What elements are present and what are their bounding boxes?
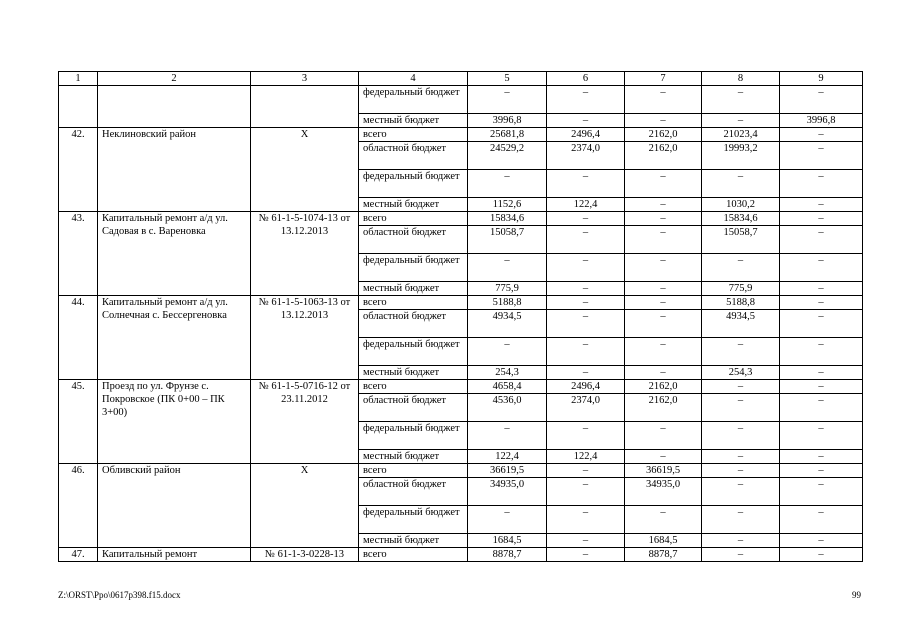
- value-cell: –: [780, 310, 863, 338]
- value-cell: –: [780, 366, 863, 380]
- budget-category: местный бюджет: [359, 114, 468, 128]
- value-cell: –: [780, 296, 863, 310]
- value-cell: 254,3: [702, 366, 780, 380]
- value-cell: –: [780, 422, 863, 450]
- value-cell: –: [780, 198, 863, 212]
- value-cell: –: [547, 296, 625, 310]
- budget-category: федеральный бюджет: [359, 254, 468, 282]
- item-number: [59, 86, 98, 128]
- value-cell: –: [625, 170, 702, 198]
- value-cell: –: [702, 338, 780, 366]
- value-cell: –: [780, 86, 863, 114]
- value-cell: –: [547, 506, 625, 534]
- value-cell: 122,4: [547, 198, 625, 212]
- item-number: 45.: [59, 380, 98, 464]
- table-row: [59, 212, 863, 226]
- value-cell: 15058,7: [468, 226, 547, 254]
- value-cell: –: [547, 478, 625, 506]
- value-cell: –: [468, 422, 547, 450]
- item-number: 44.: [59, 296, 98, 380]
- budget-category: федеральный бюджет: [359, 170, 468, 198]
- value-cell: –: [780, 338, 863, 366]
- table-row: [59, 548, 863, 562]
- value-cell: 5188,8: [702, 296, 780, 310]
- value-cell: –: [702, 170, 780, 198]
- value-cell: –: [468, 170, 547, 198]
- budget-category: федеральный бюджет: [359, 338, 468, 366]
- value-cell: 2162,0: [625, 142, 702, 170]
- value-cell: –: [780, 226, 863, 254]
- value-cell: 2496,4: [547, 380, 625, 394]
- table-header-row: [59, 72, 863, 86]
- column-header: 2: [98, 72, 251, 86]
- value-cell: –: [780, 478, 863, 506]
- budget-category: местный бюджет: [359, 282, 468, 296]
- value-cell: –: [702, 422, 780, 450]
- value-cell: –: [547, 226, 625, 254]
- budget-category: областной бюджет: [359, 394, 468, 422]
- budget-category: федеральный бюджет: [359, 506, 468, 534]
- item-name: Капитальный ремонт а/д ул. Солнечная с. Бессергеновка: [98, 296, 251, 380]
- value-cell: –: [702, 464, 780, 478]
- value-cell: 19993,2: [702, 142, 780, 170]
- item-name: Капитальный ремонт а/д ул. Садовая в с. Вареновка: [98, 212, 251, 296]
- value-cell: 21023,4: [702, 128, 780, 142]
- value-cell: –: [780, 548, 863, 562]
- value-cell: 254,3: [468, 366, 547, 380]
- value-cell: –: [625, 450, 702, 464]
- value-cell: –: [468, 338, 547, 366]
- table-row: [59, 464, 863, 478]
- value-cell: –: [702, 478, 780, 506]
- value-cell: –: [702, 394, 780, 422]
- value-cell: –: [780, 506, 863, 534]
- item-number: 42.: [59, 128, 98, 212]
- value-cell: –: [547, 170, 625, 198]
- column-header: 7: [625, 72, 702, 86]
- value-cell: –: [780, 450, 863, 464]
- value-cell: 25681,8: [468, 128, 547, 142]
- value-cell: –: [625, 422, 702, 450]
- item-document: № 61-1-5-1074-13 от 13.12.2013: [251, 212, 359, 296]
- table-row: [59, 380, 863, 394]
- value-cell: –: [547, 422, 625, 450]
- value-cell: –: [625, 282, 702, 296]
- value-cell: 8878,7: [625, 548, 702, 562]
- value-cell: –: [547, 338, 625, 366]
- item-number: 43.: [59, 212, 98, 296]
- value-cell: –: [547, 114, 625, 128]
- column-header: 6: [547, 72, 625, 86]
- column-header: 8: [702, 72, 780, 86]
- value-cell: 2162,0: [625, 394, 702, 422]
- value-cell: 4934,5: [468, 310, 547, 338]
- value-cell: –: [547, 310, 625, 338]
- value-cell: –: [468, 506, 547, 534]
- item-name: Капитальный ремонт: [98, 548, 251, 562]
- budget-category: местный бюджет: [359, 198, 468, 212]
- value-cell: –: [702, 450, 780, 464]
- value-cell: –: [702, 254, 780, 282]
- item-name: Обливский район: [98, 464, 251, 548]
- value-cell: –: [625, 296, 702, 310]
- budget-category: местный бюджет: [359, 366, 468, 380]
- value-cell: –: [780, 380, 863, 394]
- value-cell: –: [702, 380, 780, 394]
- value-cell: 775,9: [702, 282, 780, 296]
- budget-category: всего: [359, 296, 468, 310]
- value-cell: 4658,4: [468, 380, 547, 394]
- value-cell: –: [625, 366, 702, 380]
- value-cell: –: [702, 534, 780, 548]
- value-cell: –: [780, 170, 863, 198]
- value-cell: –: [547, 254, 625, 282]
- value-cell: –: [780, 254, 863, 282]
- item-number: 47.: [59, 548, 98, 562]
- page-number: 99: [852, 590, 861, 600]
- value-cell: –: [625, 114, 702, 128]
- table-row: [59, 296, 863, 310]
- value-cell: –: [625, 310, 702, 338]
- value-cell: –: [625, 86, 702, 114]
- value-cell: 2496,4: [547, 128, 625, 142]
- item-document: [251, 86, 359, 128]
- value-cell: 2162,0: [625, 380, 702, 394]
- item-document: № 61-1-5-0716-12 от 23.11.2012: [251, 380, 359, 464]
- value-cell: –: [780, 128, 863, 142]
- value-cell: 15834,6: [468, 212, 547, 226]
- value-cell: 34935,0: [625, 478, 702, 506]
- value-cell: –: [547, 86, 625, 114]
- value-cell: 1684,5: [625, 534, 702, 548]
- value-cell: 15058,7: [702, 226, 780, 254]
- budget-category: всего: [359, 464, 468, 478]
- value-cell: 122,4: [468, 450, 547, 464]
- value-cell: 2162,0: [625, 128, 702, 142]
- value-cell: –: [547, 212, 625, 226]
- budget-category: всего: [359, 128, 468, 142]
- value-cell: –: [780, 394, 863, 422]
- value-cell: –: [702, 548, 780, 562]
- value-cell: –: [780, 282, 863, 296]
- value-cell: –: [547, 282, 625, 296]
- value-cell: 8878,7: [468, 548, 547, 562]
- value-cell: –: [468, 86, 547, 114]
- budget-category: местный бюджет: [359, 534, 468, 548]
- value-cell: 36619,5: [625, 464, 702, 478]
- value-cell: 2374,0: [547, 142, 625, 170]
- value-cell: –: [547, 534, 625, 548]
- item-document: Х: [251, 128, 359, 212]
- value-cell: –: [780, 212, 863, 226]
- value-cell: –: [780, 534, 863, 548]
- budget-category: областной бюджет: [359, 142, 468, 170]
- budget-category: областной бюджет: [359, 310, 468, 338]
- value-cell: 24529,2: [468, 142, 547, 170]
- value-cell: –: [702, 506, 780, 534]
- column-header: 4: [359, 72, 468, 86]
- budget-category: областной бюджет: [359, 226, 468, 254]
- value-cell: –: [702, 86, 780, 114]
- item-document: Х: [251, 464, 359, 548]
- budget-category: областной бюджет: [359, 478, 468, 506]
- value-cell: 34935,0: [468, 478, 547, 506]
- value-cell: 775,9: [468, 282, 547, 296]
- value-cell: 5188,8: [468, 296, 547, 310]
- value-cell: –: [780, 464, 863, 478]
- budget-category: всего: [359, 548, 468, 562]
- value-cell: –: [547, 548, 625, 562]
- value-cell: 1030,2: [702, 198, 780, 212]
- value-cell: 1152,6: [468, 198, 547, 212]
- budget-category: федеральный бюджет: [359, 86, 468, 114]
- column-header: 1: [59, 72, 98, 86]
- item-document: № 61-1-5-1063-13 от 13.12.2013: [251, 296, 359, 380]
- column-header: 5: [468, 72, 547, 86]
- value-cell: –: [625, 226, 702, 254]
- value-cell: 1684,5: [468, 534, 547, 548]
- budget-category: всего: [359, 212, 468, 226]
- item-name: [98, 86, 251, 128]
- budget-table: [58, 71, 863, 562]
- item-name: Неклиновский район: [98, 128, 251, 212]
- value-cell: 3996,8: [468, 114, 547, 128]
- value-cell: –: [468, 254, 547, 282]
- budget-category: местный бюджет: [359, 450, 468, 464]
- value-cell: 3996,8: [780, 114, 863, 128]
- column-header: 3: [251, 72, 359, 86]
- value-cell: –: [625, 198, 702, 212]
- value-cell: –: [702, 114, 780, 128]
- budget-category: всего: [359, 380, 468, 394]
- budget-category: федеральный бюджет: [359, 422, 468, 450]
- value-cell: 122,4: [547, 450, 625, 464]
- item-name: Проезд по ул. Фрунзе с. Покровское (ПК 0+00 – ПК 3+00): [98, 380, 251, 464]
- value-cell: –: [547, 464, 625, 478]
- value-cell: 4934,5: [702, 310, 780, 338]
- value-cell: –: [625, 254, 702, 282]
- value-cell: 4536,0: [468, 394, 547, 422]
- document-path: Z:\ORST\Ppo\0617p398.f15.docx: [58, 590, 181, 600]
- value-cell: –: [625, 506, 702, 534]
- item-number: 46.: [59, 464, 98, 548]
- table-row: [59, 128, 863, 142]
- value-cell: 2374,0: [547, 394, 625, 422]
- table-row: [59, 86, 863, 114]
- value-cell: 36619,5: [468, 464, 547, 478]
- value-cell: –: [625, 212, 702, 226]
- value-cell: –: [547, 366, 625, 380]
- table-body: [59, 86, 863, 562]
- item-document: № 61-1-3-0228-13: [251, 548, 359, 562]
- value-cell: 15834,6: [702, 212, 780, 226]
- column-header: 9: [780, 72, 863, 86]
- value-cell: –: [780, 142, 863, 170]
- value-cell: –: [625, 338, 702, 366]
